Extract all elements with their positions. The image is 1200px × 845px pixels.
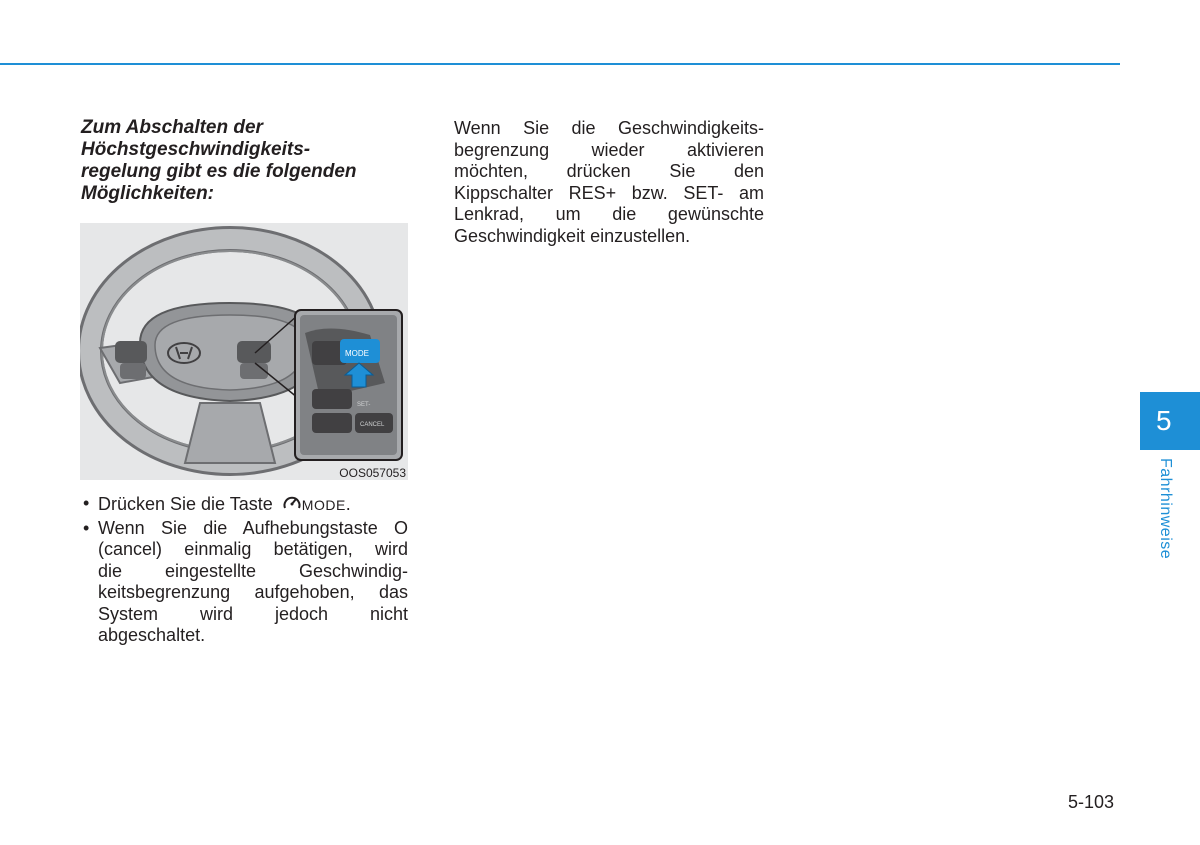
bullet-line: abgeschaltet. [98,625,206,645]
steering-wheel-illustration [80,223,408,480]
steering-wheel-figure [80,223,408,480]
chapter-title: Fahrhinweise [1157,458,1174,560]
heading-line: regelung gibt es die folgenden [81,161,357,182]
top-rule [0,63,1120,65]
list-item [81,493,408,517]
bullet-text: Drücken Sie die Taste [98,494,273,514]
page-number: 5-103 [1068,792,1115,812]
paragraph-line: Kippschalter RES+ bzw. SET- am [454,182,764,203]
bullet-list [81,493,408,647]
speedometer-icon [282,493,302,513]
mode-button-label: MODE [345,349,369,358]
heading-line: Möglichkeiten: [81,183,215,204]
reactivation-paragraph [454,118,764,247]
paragraph-line: Lenkrad, um die gewünschte [454,204,764,224]
paragraph-line: begrenzung wieder aktivieren [454,139,764,160]
paragraph-line: möchten, drücken Sie den [454,161,764,181]
bullet-suffix: . [345,494,351,514]
bullet-line: keitsbegrenzung aufgehoben, das [98,582,408,602]
bullet-line: die eingestellte Geschwindig- [98,560,408,581]
mode-label: MODE [301,497,346,513]
bullet-dot: • [83,493,90,513]
bullet-line: System wird jedoch nicht [98,603,408,624]
figure-code: OOS057053 [339,466,406,480]
set-label: SET- [357,402,371,408]
chapter-number-tab: 5 [1140,392,1200,450]
bullet-dot: • [83,517,90,538]
paragraph-line: Wenn Sie die Geschwindigkeits- [454,118,764,138]
cancel-label: CANCEL [360,422,385,428]
section-heading [81,117,411,205]
bullet-line: Wenn Sie die Aufhebungstaste O [98,517,408,538]
heading-line: Zum Abschalten der [81,117,263,138]
paragraph-line: Geschwindigkeit einzustellen. [454,225,691,246]
bullet-line: (cancel) einmalig betätigen, wird [98,539,408,559]
list-item [81,518,408,647]
heading-line: Höchstgeschwindigkeits- [81,139,311,160]
